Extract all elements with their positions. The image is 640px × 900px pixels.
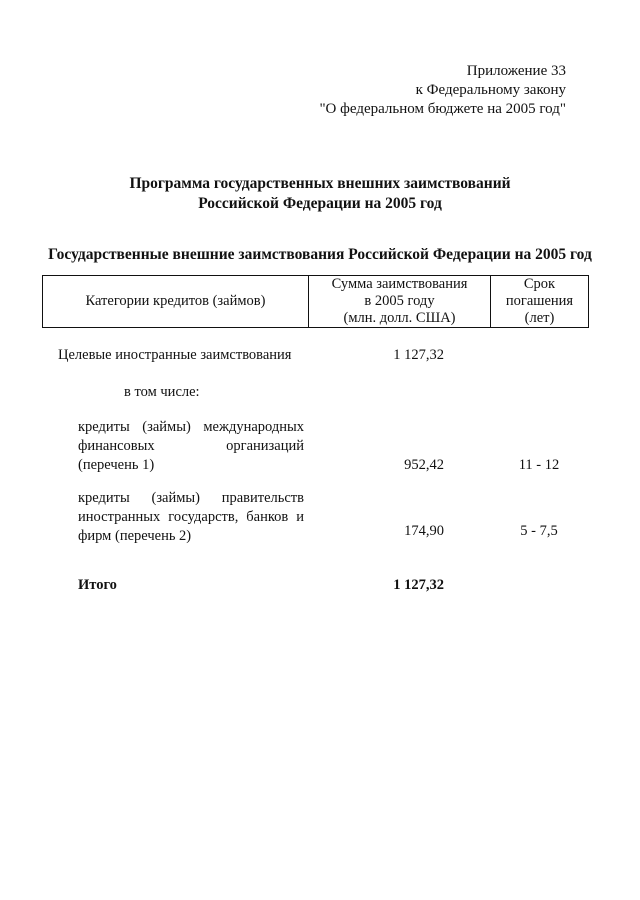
row-governments-amount: 174,90 xyxy=(404,523,444,539)
row-targeted-amount: 1 127,32 xyxy=(393,347,444,363)
row-including-label: в том числе: xyxy=(124,384,200,400)
document-title xyxy=(0,174,640,214)
table-title: Государственные внешние заимствования Российской Федерации на 2005 год xyxy=(48,246,592,263)
row-governments-label: кредиты (займы) правительств иностранных государств, банков и фирм (перечень 2) xyxy=(78,490,304,544)
row-governments-term: 5 - 7,5 xyxy=(520,523,558,539)
header-amount-line-1: Сумма заимствования xyxy=(331,276,468,292)
row-targeted-label: Целевые иностранные заимствования xyxy=(58,347,292,363)
header-amount xyxy=(309,276,490,327)
header-term-line-2: погашения xyxy=(505,293,574,309)
row-international-amount: 952,42 xyxy=(404,457,444,473)
document-title-line-1: Программа государственных внешних заимствований xyxy=(129,175,511,192)
appendix-law-ref: к Федеральному закону xyxy=(415,82,566,98)
row-total-amount: 1 127,32 xyxy=(393,577,444,593)
header-term-line-1: Срок xyxy=(523,276,556,292)
row-total-label: Итого xyxy=(78,577,117,593)
table-header xyxy=(42,275,589,328)
row-international-label: кредиты (займы) международных финансовых организаций (перечень 1) xyxy=(78,419,304,473)
header-amount-line-2: в 2005 году xyxy=(364,293,435,309)
header-category: Категории кредитов (займов) xyxy=(85,293,266,309)
appendix-number: Приложение 33 xyxy=(466,63,566,79)
appendix-law-title: "О федеральном бюджете на 2005 год" xyxy=(319,101,566,117)
header-term xyxy=(491,276,588,327)
document-title-line-2: Российской Федерации на 2005 год xyxy=(198,195,442,212)
row-international-term: 11 - 12 xyxy=(518,457,560,473)
header-amount-line-3: (млн. долл. США) xyxy=(343,310,456,326)
appendix-reference xyxy=(319,62,566,119)
header-term-line-3: (лет) xyxy=(524,310,555,326)
